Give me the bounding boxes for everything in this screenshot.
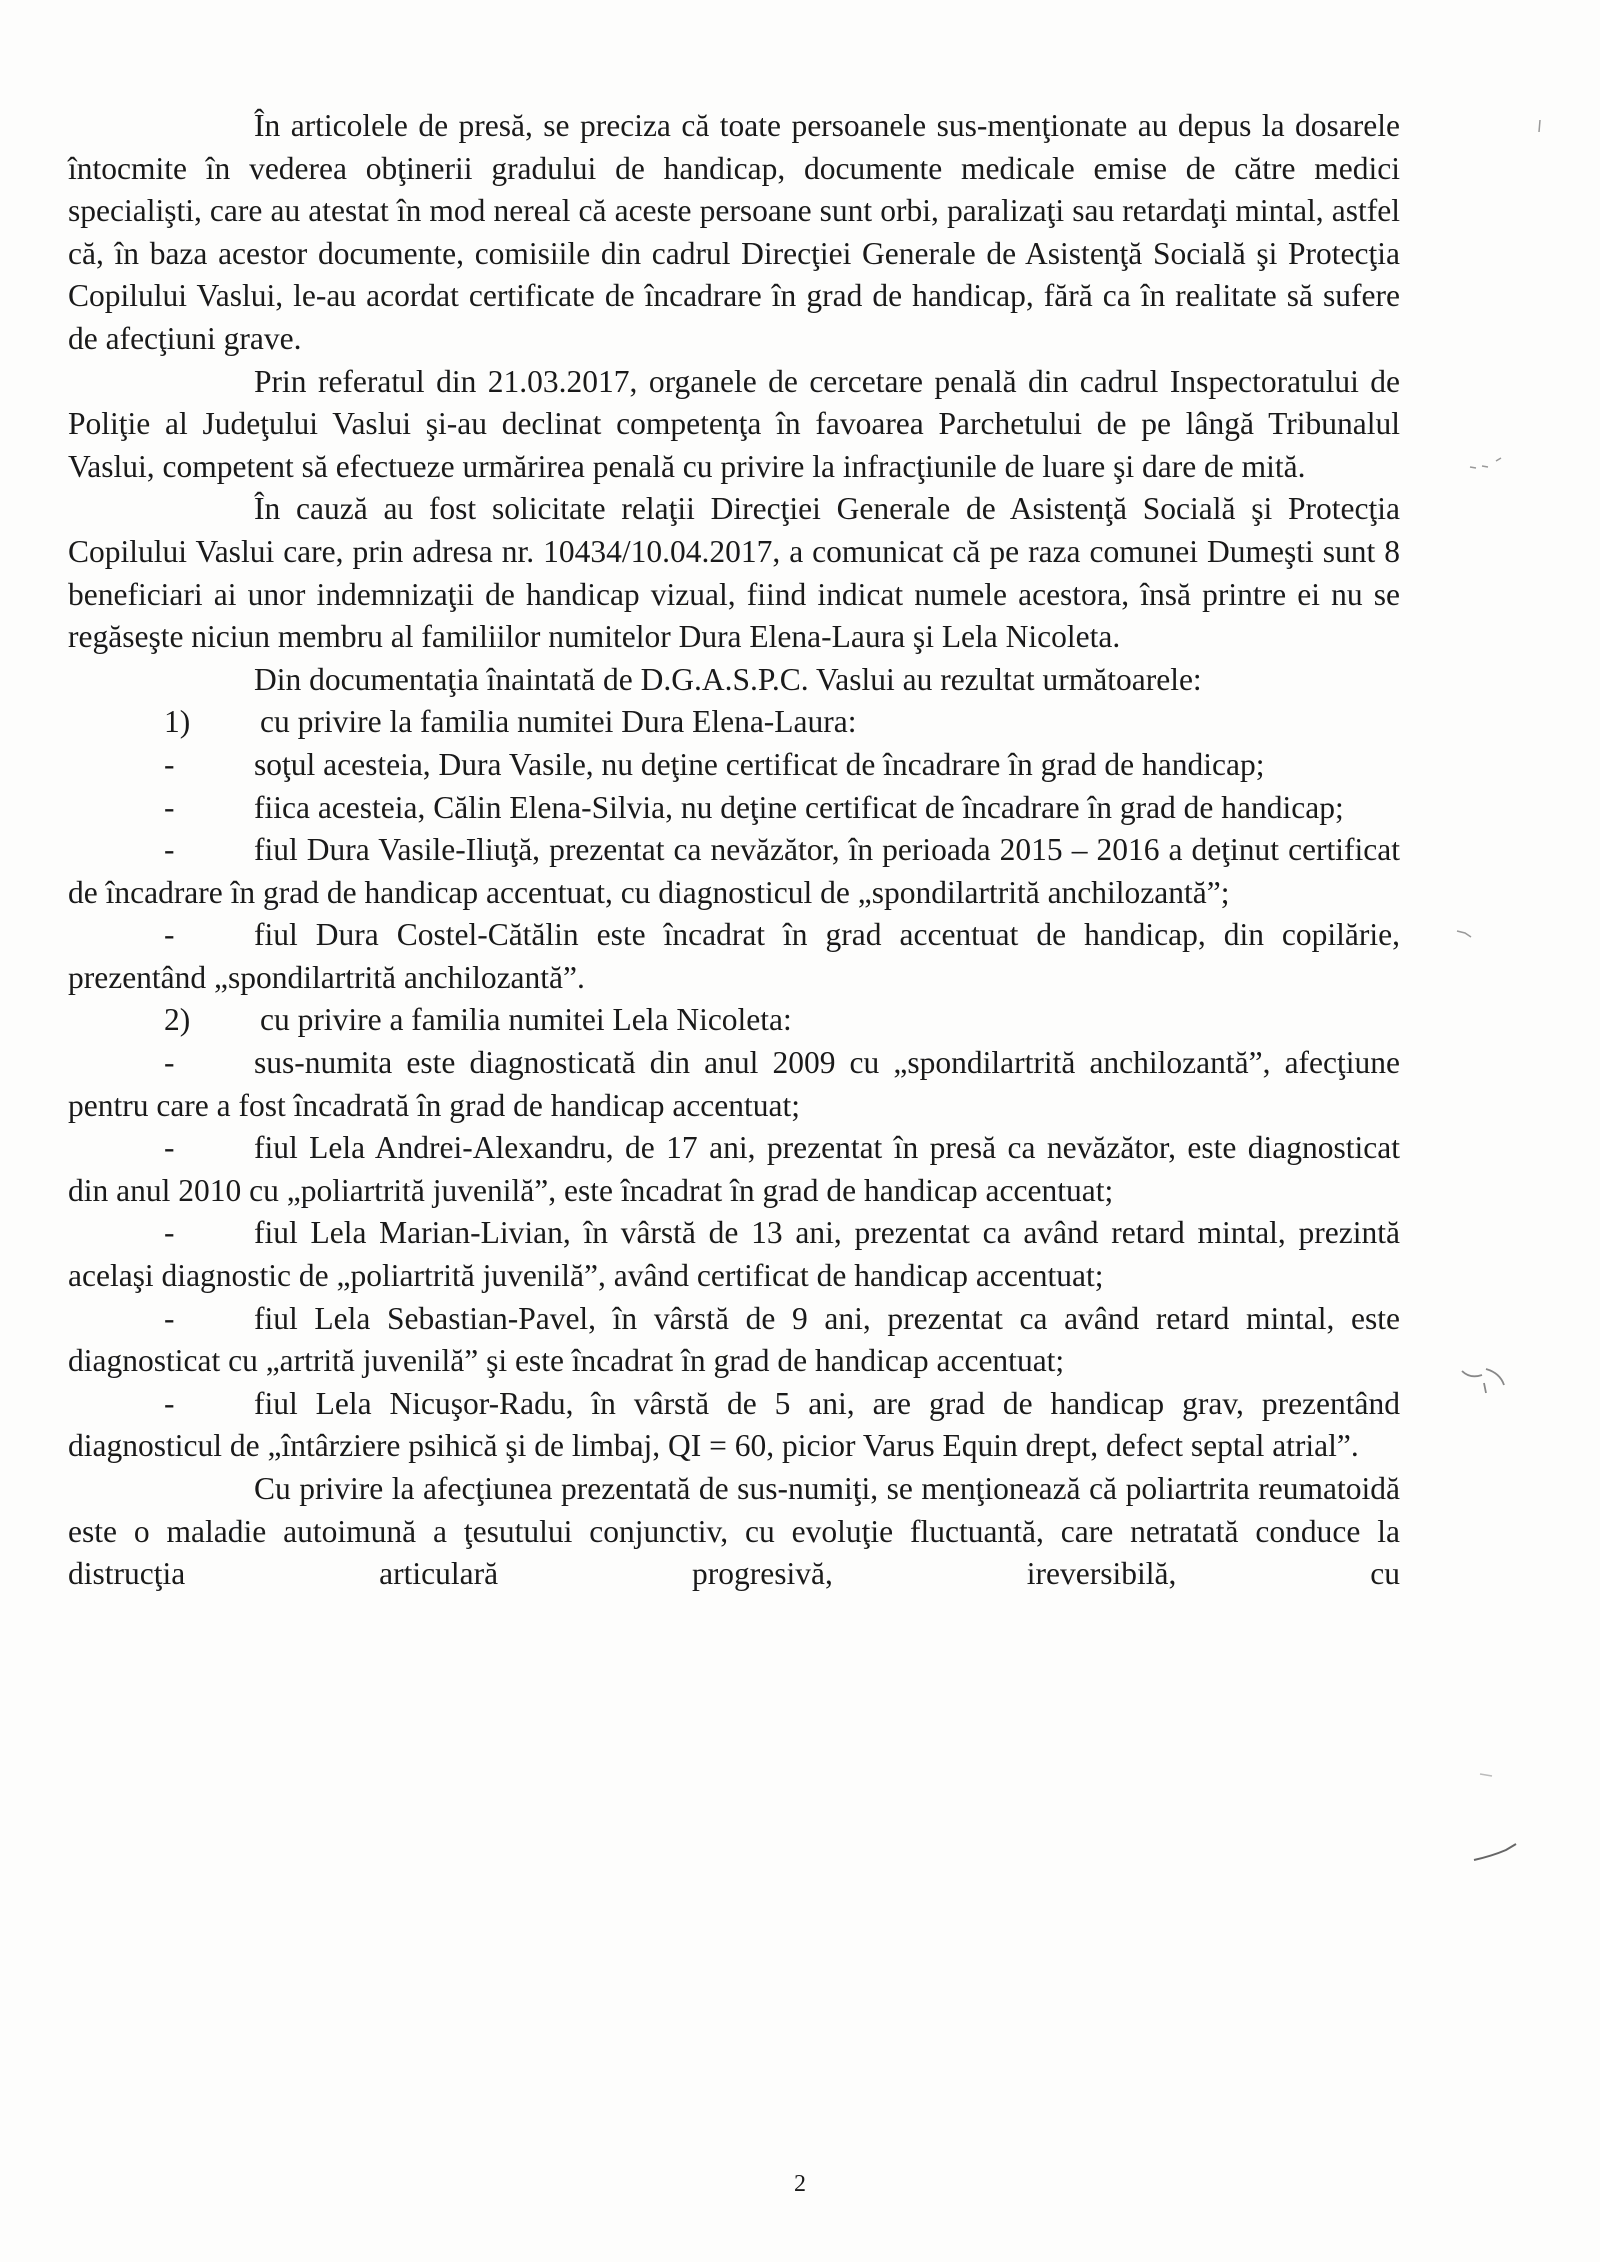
scan-speck-icon [1455,925,1479,941]
dash-marker: - [164,1300,175,1336]
paragraph-dgaspc-relations: În cauză au fost solicitate relaţii Direcţiei Generale de Asistenţă Socială şi Protecţia Copilului Vaslui care, prin adresa nr. 10434/10.04.2017, a comunicat că pe raza comunei Dumeşti sunt 8 beneficiari ai unor indemnizaţii de handicap vizual, fiind indicat numele acestora, însă printre ei nu se regăseşte niciun membru al familiilor numitelor Dura Elena-Laura şi Lela Nicoleta. [68,491,1400,655]
scan-speck-icon [1472,1838,1522,1868]
dash-marker: - [164,1130,175,1166]
list-number: 2) [164,1002,191,1038]
dash-marker: - [164,1045,175,1081]
dash-marker: - [164,746,175,782]
list-item-text: soţul acesteia, Dura Vasile, nu deţine certificat de încadrare în grad de handicap; [254,746,1265,782]
list-item [68,1212,1400,1297]
list-item-text: fiul Lela Nicuşor-Radu, în vârstă de 5 ani, are grad de handicap grav, prezentând diagnosticul de „întârziere psihică şi de limbaj, QI = 60, picior Varus Equin drept, defect septal atrial”. [68,1385,1400,1464]
dash-marker: - [164,1385,175,1421]
scan-speck-icon [1478,1770,1518,1790]
list-item-text: fiul Dura Vasile-Iliuţă, prezentat ca nevăzător, în perioada 2015 – 2016 a deţinut certificat de încadrare în grad de handicap accentuat, cu diagnosticul de „spondilartrită anchilozantă”; [68,832,1400,910]
document-body [68,105,1400,1596]
list-item-text: sus-numita este diagnosticată din anul 2009 cu „spondilartrită anchilozantă”, afecţiune pentru care a fost încadrată în grad de handicap accentuat; [68,1045,1400,1123]
scan-speck-icon [1460,1365,1510,1405]
list-item-text: fiul Lela Marian-Livian, în vârstă de 13 ani, prezentat ca având retard mintal, prezintă acelaşi diagnostic de „poliartrită juvenilă”, având certificat de handicap accentuat; [68,1215,1400,1294]
paragraph-affection: Cu privire la afecţiunea prezentată de sus-numiţi, se menţionează că poliartrita reumatoidă este o maladie autoimună a ţesutului conjunctiv, cu evoluţie fluctuantă, care netratată conduce la distrucţia articulară progresivă, ireversibilă, cu [68,1471,1400,1592]
list-item-text: fiul Lela Andrei-Alexandru, de 17 ani, prezentat în presă ca nevăzător, este diagnosticat din anul 2010 cu „poliartrită juvenilă”, este încadrat în grad de handicap accentuat; [68,1130,1400,1208]
list-heading-text: cu privire a familia numitei Lela Nicoleta: [260,1002,792,1038]
list-item [68,787,1400,830]
list-item-text: fiul Dura Costel-Cătălin este încadrat în grad accentuat de handicap, din copilărie, prezentând „spondilartrită anchilozantă”. [68,917,1400,995]
dash-marker: - [164,832,175,868]
dash-marker: - [164,789,175,825]
list-item [68,1298,1400,1383]
list-item [68,1042,1400,1127]
list-number: 1) [164,704,191,740]
list-item [68,1383,1400,1468]
list-item-text: fiica acesteia, Călin Elena-Silvia, nu deţine certificat de încadrare în grad de handicap; [254,789,1344,825]
list-heading-text: cu privire la familia numitei Dura Elena-Laura: [260,704,857,740]
scan-speck-icon [1536,118,1546,138]
page-number: 2 [794,2171,806,2197]
paragraph-press-articles: În articolele de presă, se preciza că toate persoanele sus-menţionate au depus la dosarele întocmite în vederea obţinerii gradului de handicap, documente medicale emise de către medici specialişti, care au atestat în mod nereal că aceste persoane sunt orbi, paralizaţi sau retardaţi mintal, astfel că, în baza acestor documente, comisiile din cadrul Direcţiei Generale de Asistenţă Socială şi Protecţia Copilului Vaslui, le-au acordat certificate de încadrare în grad de handicap, fără ca în realitate să sufere de afecţiuni grave. [68,108,1400,356]
list-item-text: fiul Lela Sebastian-Pavel, în vârstă de 9 ani, prezentat ca având retard mintal, este diagnosticat cu „artrită juvenilă” şi este încadrat în grad de handicap accentuat; [68,1300,1400,1379]
dash-marker: - [164,1215,175,1251]
list-heading-lela [68,999,1400,1042]
list-heading-dura [68,701,1400,744]
dash-marker: - [164,917,175,953]
list-item [68,1127,1400,1212]
list-item [68,744,1400,787]
list-item [68,914,1400,999]
paragraph-documentation: Din documentaţia înaintată de D.G.A.S.P.C. Vaslui au rezultat următoarele: [254,661,1202,697]
scan-speck-icon [1468,455,1508,477]
list-item [68,829,1400,914]
paragraph-referat: Prin referatul din 21.03.2017, organele de cercetare penală din cadrul Inspectoratului de Poliţie al Judeţului Vaslui şi-au declinat competenţa în favoarea Parchetului de pe lângă Tribunalul Vaslui, competent să efectueze urmărirea penală cu privire la infracţiunile de luare şi dare de mită. [68,363,1400,484]
